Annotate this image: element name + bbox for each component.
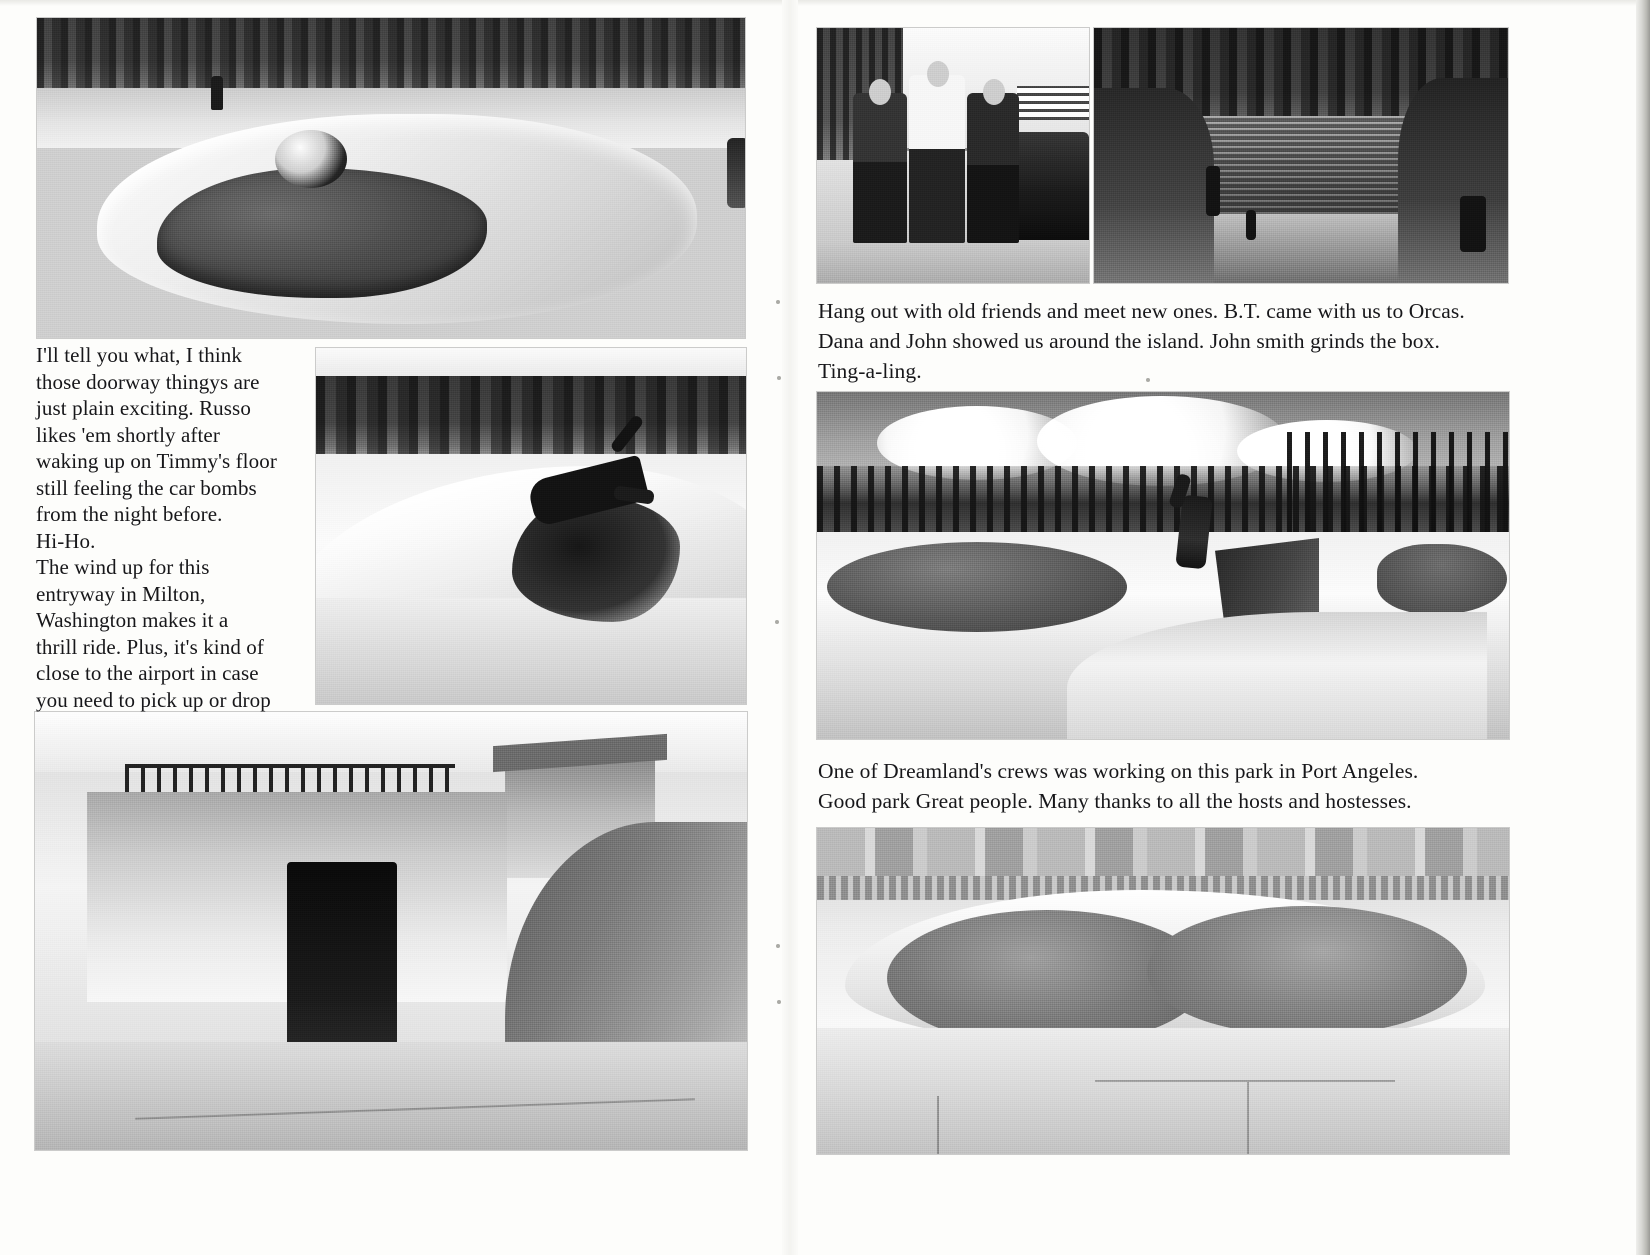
caption-line: from the night before. <box>36 502 223 526</box>
caption-line: thrill ride. Plus, it's kind of <box>36 634 264 659</box>
skatepark-bowl-overview-photo <box>37 18 745 338</box>
caption-milton <box>36 342 308 740</box>
bowl-deep-end <box>157 168 487 298</box>
caption-line: The wind up for this <box>36 555 210 579</box>
person-center <box>909 75 965 243</box>
caption-line: entryway in Milton, <box>36 581 206 606</box>
child-wading <box>1246 210 1256 240</box>
scan-speck <box>777 1000 781 1004</box>
caption-line: I'll tell you what, I think <box>36 343 242 367</box>
bystander-figure <box>727 138 745 208</box>
person-center-head <box>927 61 949 87</box>
deck-seam <box>1247 1082 1249 1154</box>
treeline <box>316 376 746 454</box>
page-gutter <box>782 0 798 1255</box>
skater-carving-bowl-photo <box>316 348 746 704</box>
scan-right-edge <box>1636 0 1650 1255</box>
caption-line: Hi-Ho. <box>36 528 96 553</box>
scan-top-edge <box>0 0 1650 6</box>
distant-skater <box>211 76 223 110</box>
foreground-foliage-left <box>1094 88 1214 283</box>
caption-line: Hang out with old friends and meet new ones. B.T. came with us to Orcas. <box>818 299 1465 323</box>
caption-line: just plain exciting. Russo <box>36 396 251 420</box>
clover-bowl-photo <box>817 828 1509 1154</box>
scan-speck <box>775 620 779 624</box>
caption-line: likes 'em shortly after <box>36 422 220 447</box>
person-right <box>967 93 1019 243</box>
caption-line: still feeling the car bombs <box>36 475 257 500</box>
caption-line: Good park Great people. Many thanks to all the hosts and hostesses. <box>818 789 1412 813</box>
right-pocket <box>1377 544 1507 614</box>
scan-speck <box>777 376 781 380</box>
scan-speck <box>776 944 780 948</box>
doorway-entryway-ramp-photo <box>35 712 747 1150</box>
lake-shoreline-photo <box>1094 28 1508 283</box>
full-pipe-opening <box>275 130 347 188</box>
pool-deck <box>817 1028 1509 1154</box>
caption-line: those doorway thingys are <box>36 369 260 394</box>
park-floor <box>35 1042 747 1150</box>
conifer-spires <box>1287 432 1509 542</box>
scan-speck <box>776 300 780 304</box>
deck-seam <box>1095 1080 1395 1082</box>
deck-seam <box>937 1096 939 1154</box>
caption-line: you need to pick up or drop <box>36 687 271 712</box>
caption-line: Ting-a-ling. <box>818 359 922 383</box>
caption-line: Dana and John showed us around the island. John smith grinds the box. <box>818 329 1440 353</box>
foreground-foliage-right <box>1398 78 1508 283</box>
bowl-right-basin <box>1147 906 1467 1036</box>
caption-line: One of Dreamland's crews was working on this park in Port Angeles. <box>818 759 1419 783</box>
person-standing <box>1206 166 1220 216</box>
caption-line: close to the airport in case <box>36 661 259 685</box>
left-bowl <box>827 542 1127 632</box>
treeline <box>37 18 745 96</box>
person-seated <box>1460 196 1486 252</box>
caption-orcas <box>818 296 1518 386</box>
person-right-head <box>983 79 1005 105</box>
skater-air-over-hip-photo <box>817 392 1509 739</box>
building-siding <box>1017 86 1089 120</box>
gravel-ground <box>817 240 1089 283</box>
three-friends-portrait-photo <box>817 28 1089 283</box>
caption-port-angeles <box>818 756 1518 816</box>
caption-line: waking up on Timmy's floor <box>36 449 277 473</box>
caption-line: Washington makes it a <box>36 608 229 632</box>
bowl-flat-bottom <box>316 598 746 704</box>
person-left-head <box>869 79 891 105</box>
person-left <box>853 93 907 243</box>
